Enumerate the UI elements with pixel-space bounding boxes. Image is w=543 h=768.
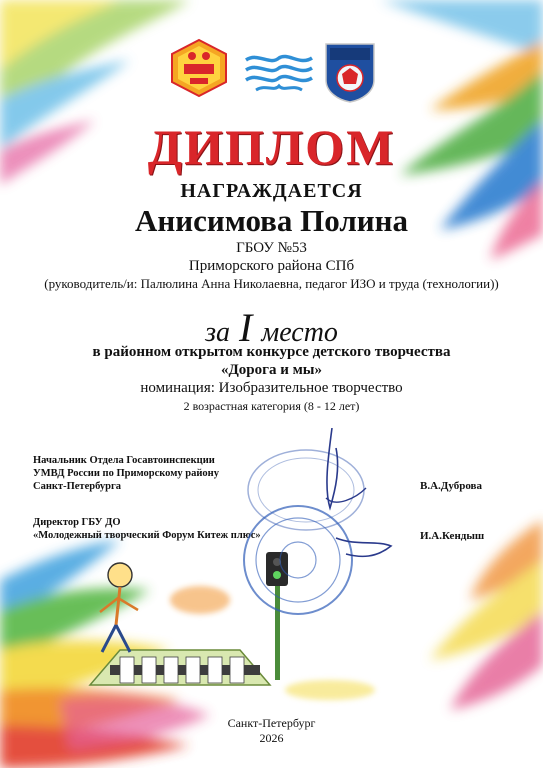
place-prefix: за [205,317,231,348]
official-stamp [236,428,396,628]
awarded-label: НАГРАЖДАЕТСЯ [180,180,363,202]
waves-book-logo [244,52,314,94]
contest-line: в районном открытом конкурсе детского творчества [92,344,451,360]
district-name: Приморского района СПб [188,258,355,274]
diploma-title: ДИПЛОМ [147,119,396,175]
age-category: 2 возрастная категория (8 - 12 лет) [183,399,360,413]
signatory-forum-title [33,516,261,542]
signatory-gibdd-title-line3: Санкт-Петербурга [33,481,122,492]
gosavtoinspektsiya-emblem [322,40,378,104]
footer-city: Санкт-Петербург [227,716,316,730]
footer-year: 2026 [259,731,284,745]
signatory-gibdd-title-line1: Начальник Отдела Госавтоинспекции [33,455,215,466]
signatory-gibdd-name: В.А.Дуброва [420,480,482,492]
school-name: ГБОУ №53 [236,240,307,256]
kitezh-plus-logo [168,38,230,98]
place-number: I [239,305,253,350]
supervisor-line: (руководитель/и: Палюлина Анна Николаевна, педагог ИЗО и труда (технологии)) [44,276,499,291]
signatory-gibdd-title [33,454,219,493]
signatory-gibdd-title-line2: УМВД России по Приморскому району [33,468,219,479]
signatory-forum-title-line2: «Молодежный творческий Форум Китеж плюс» [33,530,261,541]
place-suffix: место [261,317,338,348]
signatory-forum-name: И.А.Кендыш [420,530,485,542]
contest-name: «Дорога и мы» [220,362,323,378]
signatory-forum-title-line1: Директор ГБУ ДО [33,517,121,528]
nomination-line: номинация: Изобразительное творчество [140,380,403,396]
recipient-name: Анисимова Полина [135,203,408,238]
